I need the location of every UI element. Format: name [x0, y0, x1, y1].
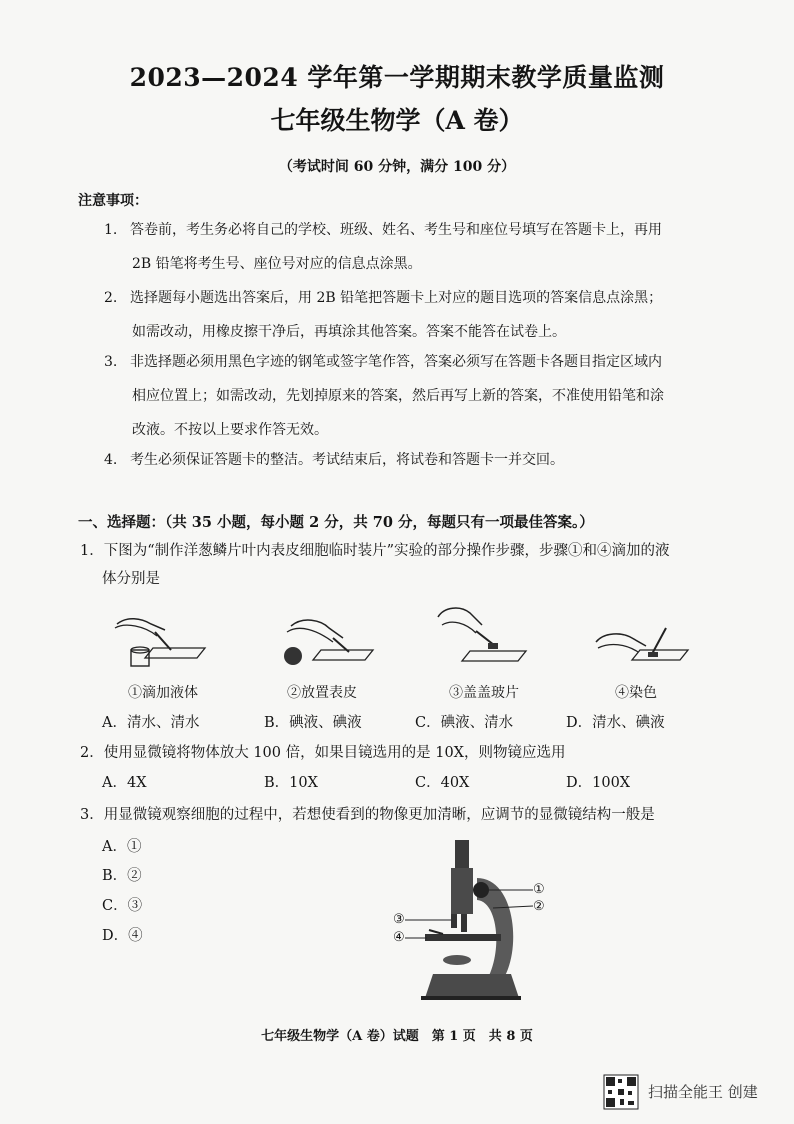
page-footer: 七年级生物学（A 卷）试题 第 1 页 共 8 页	[261, 1029, 533, 1044]
exam-subtitle: 七年级生物学（A 卷）	[270, 106, 524, 135]
section-heading: 一、选择题：（共 35 小题，每小题 2 分，共 70 分，每题只有一项最佳答案。）	[78, 514, 594, 531]
microscope-callout-3: ③	[393, 912, 405, 927]
notice-item-4: 4. 考生必须保证答题卡的整洁。考试结束后，将试卷和答题卡一并交回。	[104, 452, 564, 468]
microscope-callout-4: ④	[393, 930, 405, 945]
q1-option-d[interactable]: D．清水、碘液	[566, 715, 665, 731]
q3-option-d[interactable]: D．④	[102, 928, 143, 944]
qr-code-icon	[604, 1075, 638, 1109]
q2-option-d[interactable]: D．100X	[566, 775, 631, 791]
question-3: 3．用显微镜观察细胞的过程中，若想使看到的物像更加清晰，应调节的显微镜结构一般是	[80, 807, 655, 823]
step2-label: ②放置表皮	[287, 685, 357, 701]
question-1-line2: 体分别是	[102, 571, 160, 587]
step3-label: ③盖盖玻片	[449, 685, 519, 701]
q1-option-c[interactable]: C．碘液、清水	[415, 715, 514, 731]
microscope-callout-2: ②	[533, 899, 545, 914]
q3-option-a[interactable]: A．①	[102, 839, 142, 855]
notice-item-2: 2. 选择题每小题选出答案后，用 2B 铅笔把答题卡上对应的题目选项的答案信息点涂黑； 如需改动，用橡皮擦干净后，再填涂其他答案。答案不能答在试卷上。	[104, 290, 663, 340]
exam-info: （考试时间 60 分钟，满分 100 分）	[278, 159, 516, 175]
step1-label: ①滴加液体	[128, 685, 198, 701]
step2-placing-epidermis-illustration	[277, 612, 387, 670]
exam-title: 2023—2024 学年第一学期期末教学质量监测	[129, 63, 665, 92]
notice-item-1: 1. 答卷前，考生务必将自己的学校、班级、姓名、考生号和座位号填写在答题卡上，再用 2B 铅笔将考生号、座位号对应的信息点涂黑。	[104, 222, 662, 272]
q2-option-c[interactable]: C．40X	[415, 775, 470, 791]
question-2: 2．使用显微镜将物体放大 100 倍，如果目镜选用的是 10X，则物镜应选用	[80, 745, 566, 761]
step3-coverslip-illustration	[430, 603, 540, 665]
notice-item-3: 3. 非选择题必须用黑色字迹的钢笔或签字笔作答，答案必须写在答题卡各题目指定区域内 相应位置上；如需改动，先划掉原来的答案，然后再写上新的答案，不准使用铅笔和涂 改液。不按以上要求作答无效。	[104, 354, 664, 438]
q1-option-b[interactable]: B．碘液、碘液	[264, 715, 362, 731]
q3-option-c[interactable]: C．③	[102, 898, 143, 914]
q1-option-a[interactable]: A．清水、清水	[102, 715, 200, 731]
question-1-line1: 1．下图为“制作洋葱鳞片叶内表皮细胞临时装片”实验的部分操作步骤，步骤①和④滴加的液	[80, 543, 670, 559]
microscope-illustration	[385, 838, 555, 1003]
notice-heading: 注意事项：	[78, 193, 148, 209]
microscope-callout-1: ①	[533, 882, 545, 897]
q2-option-a[interactable]: A．4X	[102, 775, 147, 791]
scanner-watermark: 扫描全能王 创建	[648, 1083, 758, 1101]
q2-option-b[interactable]: B．10X	[264, 775, 318, 791]
step4-label: ④染色	[615, 685, 657, 701]
step4-staining-illustration	[592, 624, 702, 672]
step1-dropping-illustration	[105, 610, 215, 670]
question-1	[80, 537, 720, 593]
q3-option-b[interactable]: B．②	[102, 868, 142, 884]
